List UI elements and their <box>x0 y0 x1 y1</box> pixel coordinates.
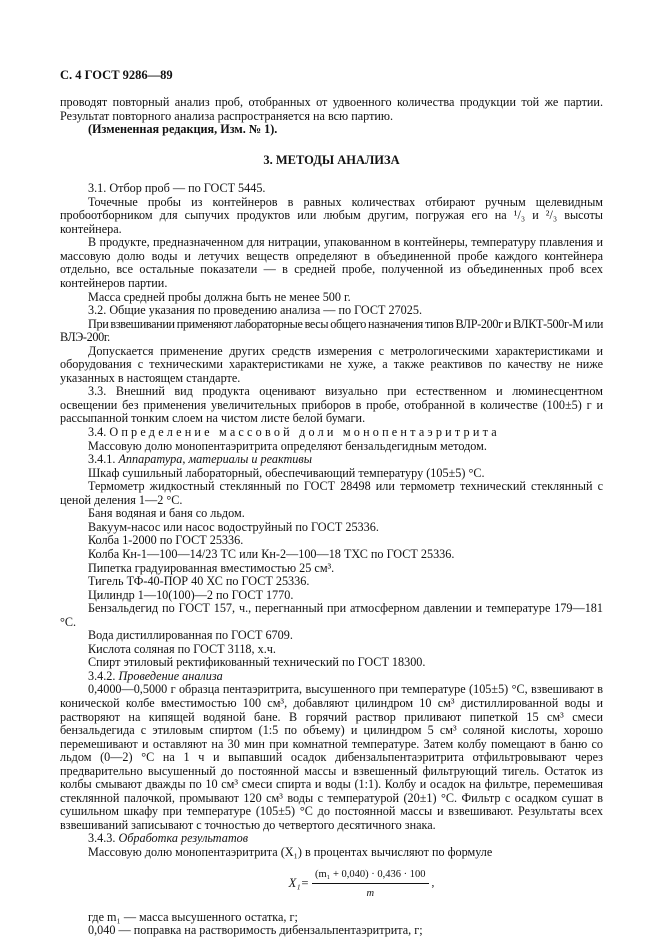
equipment-item: Спирт этиловый ректификованный технический по ГОСТ 18300. <box>88 655 426 670</box>
equipment-item: Бензальдегид по ГОСТ 157, ч., перегнанный при атмосферном давлении и температуре 179—181 °С. <box>60 601 603 629</box>
paragraph: 3.2. Общие указания по проведению анализа — по ГОСТ 27025. <box>88 303 423 318</box>
subsection-title: Обработка результатов <box>118 831 249 846</box>
paragraph: Массовую долю монопентаэритрита определяют бензальдегидным методом. <box>88 438 487 453</box>
equipment-item: Пипетка градуированная вместимостью 25 см³. <box>88 560 335 575</box>
subsection-title: Определение массовой доли монопентаэритрита <box>109 425 500 440</box>
subsection-heading <box>60 832 603 846</box>
subsection-title: Аппаратура, материалы и реактивы <box>118 452 312 467</box>
subsection-heading <box>60 426 603 440</box>
formula-denominator: m <box>366 888 375 900</box>
equipment-item: Цилиндр 1—10(100)—2 по ГОСТ 1770. <box>88 587 294 602</box>
subsection-number: 3.4.3. <box>88 831 116 846</box>
procedure-paragraph: 0,4000—0,5000 г образца пентаэритрита, высушенного при температуре (105±5) °С, взвешивают в конической колбе вместимостью 100 см³, добавляют цилиндром 10 см³ дистиллированной воды и растворяют на кипящей водяной бане. В горячий раствор приливают пипеткой 15 см³ смеси бензальдегида с этиловым спиртом (1:5 по объему) и цилиндром 5 см³ соляной кислоты, хорошо перемешивают и оставляют на 30 мин при комнатной температуре. Затем колбу помещают в баню со льдом (0—2) °С на 1 ч и выпавший осадок дибензальпентаэритрита отфильтровывают через предварительно высушенный до постоянной массы и взвешенный фильтрующий тигель. Остаток из колбы смывают дважды по 10 см³ смеси спирта и воды (1:1). Колбу и осадок на фильтре, перемешивая стеклянной палочкой, промывают 120 см³ воды с температурой (20±1) °С. Фильтр с осадком сушат в сушильном шкафу при температуре (105±5) °С до постоянной массы и взвешивают. Результаты всех взвешиваний записывают с точностью до четвертого десятичного знака. <box>60 682 603 832</box>
equipment-item: Кислота соляная по ГОСТ 3118, х.ч. <box>88 641 276 656</box>
subsection-heading <box>60 453 603 467</box>
formula <box>120 868 603 901</box>
paragraph: проводят повторный анализ проб, отобранных от удвоенного количества продукции той же партии. Результат повторного анализа распространяется на всю партию. <box>60 95 603 123</box>
page-header: С. 4 ГОСТ 9286—89 <box>60 68 173 82</box>
equipment-item: Колба Кн-1—100—14/23 ТС или Кн-2—100—18 ТХС по ГОСТ 25336. <box>88 546 455 561</box>
equipment-item: Баня водяная и баня со льдом. <box>88 506 245 521</box>
equipment-item: Термометр жидкостный стеклянный по ГОСТ 28498 или термометр технический стеклянный с ценой деления 1—2 °С. <box>60 479 603 507</box>
paragraph: Допускается применение других средств измерения с метрологическими характеристиками и оборудования с техническими характеристиками не хуже, а также реактивов по качеству не ниже указанных в настоящем стандарте. <box>60 343 603 385</box>
document-body <box>60 96 603 938</box>
subsection-number: 3.4.2. <box>88 668 116 683</box>
equipment-item: Шкаф сушильный лабораторный, обеспечивающий температуру (105±5) °С. <box>88 465 485 480</box>
equipment-item: Тигель ТФ-40-ПОР 40 ХС по ГОСТ 25336. <box>88 574 310 589</box>
section-title: 3. МЕТОДЫ АНАЛИЗА <box>263 152 400 167</box>
equipment-item: Колба 1-2000 по ГОСТ 25336. <box>88 533 244 548</box>
paragraph: 3.1. Отбор проб — по ГОСТ 5445. <box>88 181 266 196</box>
formula-lhs: X₁= <box>288 876 310 891</box>
paragraph: В продукте, предназначенном для нитрации, упакованном в контейнеры, температуру плавления и массовую долю воды и летучих веществ определяют в объединенной пробе каждого контейнера отдельно, все остальные показатели — в средней пробе, полученной из объединенных проб всех контейнеров партии. <box>60 235 603 291</box>
equipment-item: Вода дистиллированная по ГОСТ 6709. <box>88 628 293 643</box>
subsection-number: 3.4.1. <box>88 452 116 467</box>
amendment-note: (Измененная редакция, Изм. № 1). <box>88 122 278 137</box>
paragraph: Масса средней пробы должна быть не менее 500 г. <box>88 289 351 304</box>
subsection-title: Проведение анализа <box>118 668 223 683</box>
paragraph: При взвешивании применяют лабораторные весы общего назначения типов ВЛР-200г и ВЛКТ-500г-М или ВЛЭ-200г. <box>60 316 603 345</box>
formula-numerator: (m₁ + 0,040) · 0,436 · 100 <box>312 868 429 885</box>
paragraph: Точечные пробы из контейнеров в равных количествах отбирают ручным щелевидным пробоотборником для сыпучих продуктов или любым другим, погружая его на ¹/₃ и ²/₃ высоты контейнера. <box>60 194 603 236</box>
paragraph: 3.3. Внешний вид продукта оценивают визуально при естественном и люминесцентном освещении без применения увеличительных приборов в пробе, отобранной в количестве (100±5) г и рассыпанной тонким слоем на чистом листе белой бумаги. <box>60 384 603 426</box>
equipment-item: Вакуум-насос или насос водоструйный по ГОСТ 25336. <box>88 519 379 534</box>
subsection-number: 3.4. <box>88 425 107 440</box>
subsection-heading <box>60 670 603 684</box>
formula-legend-item: где m₁ — масса высушенного остатка, г; <box>88 909 298 924</box>
paragraph: Массовую долю монопентаэритрита (X₁) в процентах вычисляют по формуле <box>88 844 493 859</box>
formula-trail: , <box>431 877 435 890</box>
formula-legend-item: 0,040 — поправка на растворимость дибензальпентаэритрита, г; <box>88 923 423 938</box>
formula-fraction <box>312 868 429 901</box>
